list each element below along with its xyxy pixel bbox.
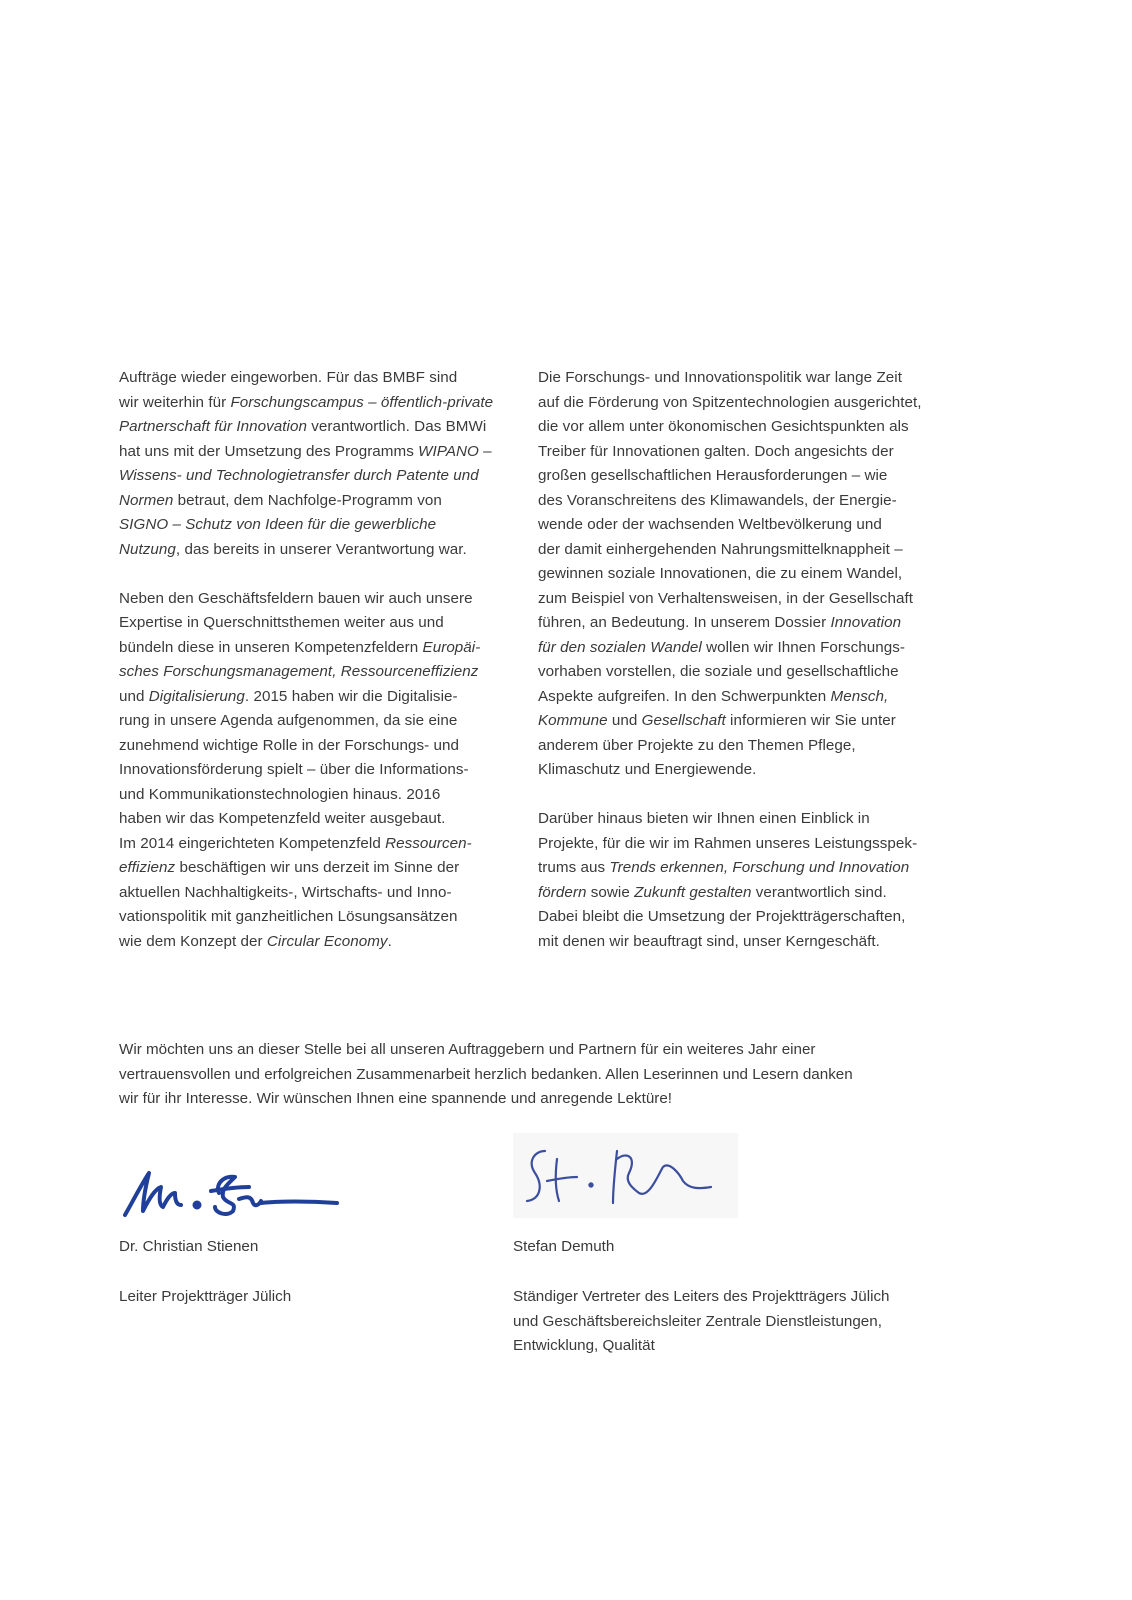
text-run: , das bereits in unserer Verantwortung war. (175, 540, 467, 558)
text-line (119, 930, 491, 955)
text-run: rung in unsere Agenda aufgenommen, da sie eine (119, 712, 458, 729)
text-line (119, 440, 491, 465)
signer-name-stienen: Dr. Christian Stienen (119, 1238, 259, 1255)
role-line: Entwicklung, Qualität (513, 1337, 655, 1354)
text-line (538, 856, 933, 881)
text-line (538, 685, 933, 710)
text-line (119, 807, 491, 832)
text-run: Neben den Geschäftsfeldern bauen wir auch unsere (119, 589, 473, 607)
paragraph (538, 366, 933, 783)
italic-run: Europäi- (422, 638, 481, 656)
text-run: die vor allem unter ökonomischen Gesichtspunkten als (538, 418, 909, 435)
text-run: beschäftigen wir uns derzeit im Sinne der (175, 859, 460, 876)
text-line (538, 832, 933, 857)
text-run: Projekte, für die wir im Rahmen unseres Leistungsspek- (538, 834, 918, 852)
text-line (538, 464, 933, 489)
text-run: aktuellen Nachhaltigkeits-, Wirtschafts- und Inno- (119, 883, 452, 901)
text-line (538, 366, 933, 391)
text-run: wollen wir Ihnen Forschungs- (701, 638, 906, 656)
text-line (538, 881, 933, 906)
text-line (538, 611, 933, 636)
text-line (119, 856, 491, 881)
text-line (538, 709, 933, 734)
text-line (119, 685, 491, 710)
italic-run: Wissens- und Technologietransfer durch Patente und (119, 467, 479, 484)
text-line (538, 807, 933, 832)
signature-demuth-drawing (513, 1133, 738, 1218)
text-line (119, 832, 491, 857)
text-line (538, 660, 933, 685)
italic-run: SIGNO – Schutz von Ideen für die gewerbliche (119, 516, 437, 533)
text-run: Im 2014 eingerichteten Kompetenzfeld (119, 834, 386, 852)
text-run: vorhaben vorstellen, die soziale und gesellschaftliche (538, 663, 899, 680)
text-run: informieren wir Sie unter (725, 712, 896, 729)
text-line (538, 758, 933, 783)
italic-run: Forschungscampus – öffentlich-private (230, 393, 494, 411)
text-line (538, 587, 933, 612)
paragraph (119, 366, 494, 562)
text-run: Dabei bleibt die Umsetzung der Projektträgerschaften, (538, 908, 906, 925)
text-line (119, 783, 491, 808)
text-line (538, 538, 933, 563)
text-run: Aufträge wieder eingeworben. Für das BMBF sind (119, 369, 458, 386)
text-run: des Voranschreitens des Klimawandels, der Energie- (538, 491, 897, 509)
italic-run: Zukunft gestalten (634, 883, 752, 901)
italic-run: Mensch, (830, 687, 889, 705)
text-run: trums aus (538, 859, 610, 876)
italic-run: für den sozialen Wandel (538, 638, 702, 656)
text-run: Die Forschungs- und Innovationspolitik war lange Zeit (538, 369, 902, 386)
signer-role-stienen (119, 1285, 291, 1310)
text-line (538, 930, 933, 955)
text-run: Aspekte aufgreifen. In den Schwerpunkten (538, 687, 831, 705)
text-run: wende oder der wachsenden Weltbevölkerung und (538, 516, 882, 533)
text-line (119, 660, 491, 685)
text-run: mit denen wir beauftragt sind, unser Kerngeschäft. (538, 932, 880, 950)
text-run: wir weiterhin für (119, 393, 231, 411)
text-run: führen, an Bedeutung. In unserem Dossier (538, 614, 831, 631)
paragraph (538, 807, 933, 954)
text-run: der damit einhergehenden Nahrungsmittelknappheit – (538, 540, 903, 558)
text-line (119, 881, 491, 906)
signature-stienen (119, 1153, 349, 1225)
text-line (538, 636, 933, 661)
text-run: bündeln diese in unseren Kompetenzfeldern (119, 638, 423, 656)
text-line (538, 415, 933, 440)
italic-run: Gesellschaft (641, 712, 726, 729)
italic-run: Normen (119, 491, 174, 509)
closing-paragraph (119, 1038, 979, 1112)
text-run: Innovationsförderung spielt – über die Informations- (119, 761, 469, 778)
text-run: verantwortlich. Das BMWi (306, 418, 487, 435)
role-line: Leiter Projektträger Jülich (119, 1288, 292, 1305)
text-run: Darüber hinaus bieten wir Ihnen einen Einblick in (538, 810, 870, 827)
text-line (538, 734, 933, 759)
text-line (119, 391, 494, 416)
text-run: betraut, dem Nachfolge-Programm von (173, 491, 442, 509)
italic-run: Trends erkennen, Forschung und Innovation (609, 859, 910, 876)
text-run: hat uns mit der Umsetzung des Programms (119, 442, 419, 460)
text-line (119, 611, 491, 636)
text-run: gewinnen soziale Innovationen, die zu einem Wandel, (538, 565, 903, 582)
italic-run: Nutzung (119, 540, 176, 558)
text-line (119, 636, 491, 661)
left-column (119, 366, 494, 979)
signer-name-demuth: Stefan Demuth (513, 1238, 615, 1255)
text-run: Expertise in Querschnittsthemen weiter aus und (119, 614, 444, 631)
text-run: zunehmend wichtige Rolle in der Forschungs- und (119, 736, 460, 754)
signature-demuth (513, 1133, 738, 1218)
text-run: wie dem Konzept der (119, 932, 267, 950)
text-run: und (119, 687, 149, 705)
text-run: und Kommunikationstechnologien hinaus. 2016 (119, 785, 441, 803)
italic-run: Partnerschaft für Innovation (119, 418, 307, 435)
text-line (119, 587, 491, 612)
right-column (538, 366, 933, 979)
text-run: großen gesellschaftlichen Herausforderungen – wie (538, 467, 888, 484)
closing-line: vertrauensvollen und erfolgreichen Zusammenarbeit herzlich bedanken. Allen Leserinnen und Lesern danken (119, 1065, 853, 1083)
text-run: Treiber für Innovationen galten. Doch angesichts der (538, 442, 894, 460)
text-line (119, 758, 491, 783)
text-line (119, 489, 491, 514)
text-line (119, 905, 491, 930)
text-run: und (607, 712, 642, 729)
italic-run: effizienz (119, 859, 176, 876)
role-line: und Geschäftsbereichsleiter Zentrale Dienstleistungen, (513, 1312, 882, 1330)
text-run: zum Beispiel von Verhaltensweisen, in der Gesellschaft (538, 589, 913, 607)
italic-run: WIPANO – (418, 442, 492, 460)
text-line (119, 513, 491, 538)
italic-run: Circular Economy (266, 932, 388, 950)
closing-line: Wir möchten uns an dieser Stelle bei all unseren Auftraggebern und Partnern für ein weiteres Jahr einer (119, 1041, 816, 1058)
text-run: vationspolitik mit ganzheitlichen Lösungsansätzen (119, 908, 458, 925)
text-line (538, 905, 933, 930)
text-run: sowie (586, 883, 635, 901)
italic-run: fördern (538, 883, 587, 901)
text-line (538, 562, 933, 587)
italic-run: Digitalisierung (148, 687, 245, 705)
signer-role-demuth (513, 1285, 890, 1359)
text-line (119, 734, 491, 759)
text-line (538, 513, 933, 538)
text-line (538, 391, 933, 416)
italic-run: Ressourcen- (385, 834, 472, 852)
text-line (538, 489, 933, 514)
italic-run: Innovation (830, 614, 902, 631)
text-line (119, 366, 491, 391)
text-run: anderem über Projekte zu den Themen Pflege, (538, 736, 856, 754)
text-run: Klimaschutz und Energiewende. (538, 761, 757, 778)
text-run: auf die Förderung von Spitzentechnologien ausgerichtet, (538, 393, 922, 411)
text-run: haben wir das Kompetenzfeld weiter ausgebaut. (119, 810, 446, 827)
role-line: Ständiger Vertreter des Leiters des Projektträgers Jülich (513, 1288, 890, 1305)
closing-line: wir für ihr Interesse. Wir wünschen Ihnen eine spannende und anregende Lektüre! (119, 1090, 672, 1107)
text-line (119, 709, 491, 734)
text-run: verantwortlich sind. (751, 883, 887, 901)
italic-run: sches Forschungsmanagement, Ressourceneffizienz (119, 663, 479, 680)
text-run: . 2015 haben wir die Digitalisie- (244, 687, 458, 705)
paragraph (119, 587, 491, 955)
text-line (119, 464, 491, 489)
italic-run: Kommune (538, 712, 608, 729)
text-line (538, 440, 933, 465)
text-line (119, 415, 491, 440)
text-line (119, 538, 491, 563)
text-run: . (387, 932, 392, 950)
signature-stienen-drawing (119, 1153, 349, 1225)
